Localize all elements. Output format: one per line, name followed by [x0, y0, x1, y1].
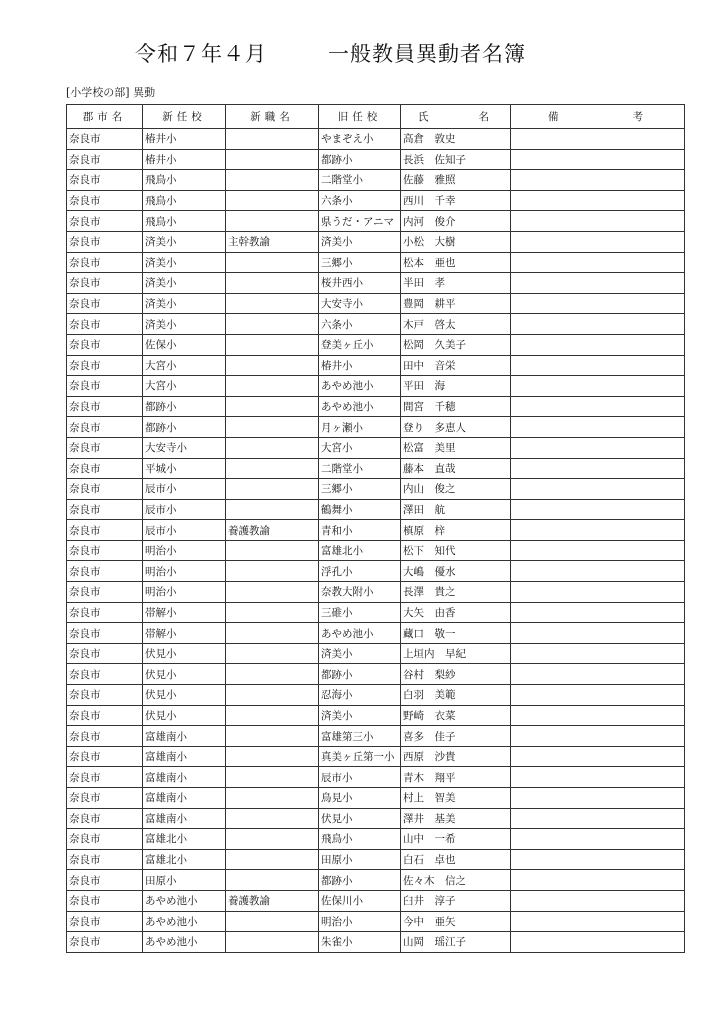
cell-name: 間宮 千穂 [401, 396, 511, 417]
cell-old-school: 富雄北小 [319, 540, 401, 561]
cell-remarks [511, 149, 685, 170]
cell-new-school: 都跡小 [143, 396, 226, 417]
cell-remarks [511, 767, 685, 788]
cell-old-school: 三郷小 [319, 252, 401, 273]
cell-gun: 奈良市 [67, 643, 143, 664]
table-row [67, 767, 685, 788]
cell-new-school: 富雄南小 [143, 767, 226, 788]
cell-name: 臼井 淳子 [401, 890, 511, 911]
cell-new-school: 富雄南小 [143, 746, 226, 767]
table-row [67, 643, 685, 664]
cell-gun: 奈良市 [67, 561, 143, 582]
cell-gun: 奈良市 [67, 170, 143, 191]
cell-new-school: 伏見小 [143, 705, 226, 726]
cell-new-school: 辰市小 [143, 499, 226, 520]
cell-new-school: 明治小 [143, 582, 226, 603]
table-row [67, 334, 685, 355]
table-row [67, 479, 685, 500]
cell-new-position [226, 808, 319, 829]
cell-old-school: 鳥見小 [319, 788, 401, 809]
cell-old-school: 済美小 [319, 705, 401, 726]
cell-new-position [226, 499, 319, 520]
cell-new-position [226, 540, 319, 561]
cell-name: 西原 沙貴 [401, 746, 511, 767]
cell-name: 松岡 久美子 [401, 334, 511, 355]
cell-old-school: 都跡小 [319, 149, 401, 170]
table-row [67, 273, 685, 294]
cell-new-position: 養護教諭 [226, 890, 319, 911]
cell-remarks [511, 726, 685, 747]
cell-new-school: 富雄北小 [143, 829, 226, 850]
cell-new-position [226, 190, 319, 211]
cell-new-school: 済美小 [143, 314, 226, 335]
cell-name: 澤井 基美 [401, 808, 511, 829]
table-row [67, 231, 685, 252]
cell-new-position [226, 376, 319, 397]
cell-gun: 奈良市 [67, 417, 143, 438]
cell-new-school: 富雄南小 [143, 808, 226, 829]
cell-old-school: 月ヶ瀬小 [319, 417, 401, 438]
header-name-b: 名 [478, 111, 493, 123]
cell-gun: 奈良市 [67, 190, 143, 211]
cell-new-school: 伏見小 [143, 643, 226, 664]
cell-name: 西川 千幸 [401, 190, 511, 211]
cell-name: 白石 卓也 [401, 849, 511, 870]
table-row [67, 520, 685, 541]
cell-new-school: 椿井小 [143, 129, 226, 150]
cell-old-school: 田原小 [319, 849, 401, 870]
cell-name: 白羽 美範 [401, 685, 511, 706]
cell-old-school: 青和小 [319, 520, 401, 541]
cell-name: 高倉 敦史 [401, 129, 511, 150]
section-label: [小学校の部] 異動 [66, 86, 156, 99]
cell-name: 槙原 梓 [401, 520, 511, 541]
cell-new-position [226, 273, 319, 294]
cell-new-school: 飛鳥小 [143, 170, 226, 191]
cell-new-school: 済美小 [143, 231, 226, 252]
table-row [67, 849, 685, 870]
cell-remarks [511, 211, 685, 232]
cell-new-position [226, 170, 319, 191]
cell-new-position [226, 355, 319, 376]
transfer-roster-table [66, 104, 685, 953]
cell-gun: 奈良市 [67, 726, 143, 747]
cell-remarks [511, 890, 685, 911]
table-row [67, 396, 685, 417]
cell-remarks [511, 355, 685, 376]
cell-remarks [511, 334, 685, 355]
cell-gun: 奈良市 [67, 334, 143, 355]
cell-old-school: 桜井西小 [319, 273, 401, 294]
cell-new-school: 富雄南小 [143, 788, 226, 809]
cell-name: 村上 智美 [401, 788, 511, 809]
cell-gun: 奈良市 [67, 314, 143, 335]
cell-gun: 奈良市 [67, 376, 143, 397]
cell-new-position [226, 437, 319, 458]
cell-old-school: 鶴舞小 [319, 499, 401, 520]
cell-new-position [226, 746, 319, 767]
cell-gun: 奈良市 [67, 355, 143, 376]
table-row [67, 211, 685, 232]
cell-old-school: 三郷小 [319, 479, 401, 500]
cell-gun: 奈良市 [67, 396, 143, 417]
table-row [67, 149, 685, 170]
cell-new-school: 辰市小 [143, 479, 226, 500]
cell-name: 藏口 敬一 [401, 623, 511, 644]
cell-name: 山岡 瑶江子 [401, 932, 511, 953]
header-old-school: 旧任校 [319, 105, 401, 129]
cell-old-school: 明治小 [319, 911, 401, 932]
table-row [67, 911, 685, 932]
cell-name: 野崎 衣菜 [401, 705, 511, 726]
cell-remarks [511, 705, 685, 726]
cell-new-position [226, 829, 319, 850]
table-row [67, 746, 685, 767]
cell-remarks [511, 314, 685, 335]
cell-gun: 奈良市 [67, 932, 143, 953]
table-row [67, 870, 685, 891]
cell-name: 松下 知代 [401, 540, 511, 561]
cell-old-school: 椿井小 [319, 355, 401, 376]
table-row [67, 685, 685, 706]
cell-new-school: 明治小 [143, 561, 226, 582]
cell-gun: 奈良市 [67, 911, 143, 932]
cell-old-school: 大宮小 [319, 437, 401, 458]
cell-old-school: 浮孔小 [319, 561, 401, 582]
cell-gun: 奈良市 [67, 870, 143, 891]
cell-gun: 奈良市 [67, 746, 143, 767]
cell-gun: 奈良市 [67, 293, 143, 314]
cell-name: 登り 多恵人 [401, 417, 511, 438]
cell-new-school: 富雄北小 [143, 849, 226, 870]
cell-new-position [226, 211, 319, 232]
cell-name: 木戸 啓太 [401, 314, 511, 335]
cell-remarks [511, 273, 685, 294]
cell-new-school: あやめ池小 [143, 932, 226, 953]
cell-name: 佐々木 信之 [401, 870, 511, 891]
cell-remarks [511, 520, 685, 541]
cell-old-school: 富雄第三小 [319, 726, 401, 747]
cell-new-school: 大宮小 [143, 376, 226, 397]
table-header-row [67, 105, 685, 129]
cell-gun: 奈良市 [67, 829, 143, 850]
cell-new-position [226, 314, 319, 335]
table-row [67, 355, 685, 376]
header-new-position: 新職名 [226, 105, 319, 129]
table-row [67, 623, 685, 644]
table-row [67, 170, 685, 191]
cell-gun: 奈良市 [67, 705, 143, 726]
cell-gun: 奈良市 [67, 273, 143, 294]
header-remarks-a: 備 [548, 111, 563, 123]
cell-new-position [226, 726, 319, 747]
cell-new-position: 養護教諭 [226, 520, 319, 541]
cell-new-position: 主幹教諭 [226, 231, 319, 252]
cell-old-school: 佐保川小 [319, 890, 401, 911]
cell-remarks [511, 849, 685, 870]
cell-remarks [511, 499, 685, 520]
table-row [67, 788, 685, 809]
cell-new-school: 済美小 [143, 252, 226, 273]
cell-old-school: 忍海小 [319, 685, 401, 706]
header-name-a: 氏 [418, 111, 433, 123]
cell-gun: 奈良市 [67, 437, 143, 458]
cell-gun: 奈良市 [67, 149, 143, 170]
cell-new-school: 富雄南小 [143, 726, 226, 747]
cell-gun: 奈良市 [67, 252, 143, 273]
cell-new-position [226, 252, 319, 273]
cell-new-position [226, 602, 319, 623]
cell-gun: 奈良市 [67, 520, 143, 541]
cell-gun: 奈良市 [67, 479, 143, 500]
cell-remarks [511, 458, 685, 479]
cell-remarks [511, 417, 685, 438]
table-row [67, 129, 685, 150]
cell-name: 半田 孝 [401, 273, 511, 294]
cell-new-position [226, 623, 319, 644]
cell-remarks [511, 582, 685, 603]
cell-remarks [511, 623, 685, 644]
cell-name: 平田 海 [401, 376, 511, 397]
cell-gun: 奈良市 [67, 211, 143, 232]
cell-old-school: 朱雀小 [319, 932, 401, 953]
cell-new-school: 佐保小 [143, 334, 226, 355]
cell-name: 長澤 貴之 [401, 582, 511, 603]
cell-old-school: あやめ池小 [319, 623, 401, 644]
table-row [67, 602, 685, 623]
cell-gun: 奈良市 [67, 767, 143, 788]
table-row [67, 726, 685, 747]
cell-new-position [226, 685, 319, 706]
cell-remarks [511, 376, 685, 397]
cell-gun: 奈良市 [67, 540, 143, 561]
cell-remarks [511, 170, 685, 191]
cell-old-school: あやめ池小 [319, 396, 401, 417]
cell-new-school: 明治小 [143, 540, 226, 561]
table-row [67, 458, 685, 479]
cell-new-school: 済美小 [143, 293, 226, 314]
cell-name: 松富 美里 [401, 437, 511, 458]
cell-new-school: 椿井小 [143, 149, 226, 170]
cell-new-school: 伏見小 [143, 664, 226, 685]
cell-remarks [511, 808, 685, 829]
cell-remarks [511, 664, 685, 685]
cell-new-position [226, 705, 319, 726]
cell-old-school: やまぞえ小 [319, 129, 401, 150]
cell-new-position [226, 664, 319, 685]
cell-new-school: 飛鳥小 [143, 190, 226, 211]
cell-old-school: 都跡小 [319, 664, 401, 685]
cell-remarks [511, 293, 685, 314]
table-row [67, 314, 685, 335]
cell-new-position [226, 870, 319, 891]
title-roster-name: 一般教員異動者名簿 [328, 42, 526, 66]
cell-name: 松本 亜也 [401, 252, 511, 273]
table-row [67, 932, 685, 953]
cell-name: 藤本 直哉 [401, 458, 511, 479]
cell-gun: 奈良市 [67, 129, 143, 150]
cell-old-school: 二階堂小 [319, 170, 401, 191]
cell-new-position [226, 293, 319, 314]
table-row [67, 561, 685, 582]
cell-remarks [511, 829, 685, 850]
document-title [0, 38, 724, 72]
cell-new-school: 帯解小 [143, 602, 226, 623]
cell-old-school: 六条小 [319, 314, 401, 335]
cell-old-school: 辰市小 [319, 767, 401, 788]
cell-name: 上垣内 早紀 [401, 643, 511, 664]
cell-name: 長浜 佐知子 [401, 149, 511, 170]
cell-gun: 奈良市 [67, 788, 143, 809]
cell-new-position [226, 396, 319, 417]
cell-gun: 奈良市 [67, 849, 143, 870]
cell-old-school: 済美小 [319, 643, 401, 664]
cell-new-position [226, 561, 319, 582]
header-name [401, 105, 511, 129]
cell-new-position [226, 643, 319, 664]
cell-name: 田中 音栄 [401, 355, 511, 376]
table-row [67, 437, 685, 458]
table-row [67, 190, 685, 211]
table-row [67, 417, 685, 438]
cell-name: 喜多 佳子 [401, 726, 511, 747]
cell-gun: 奈良市 [67, 664, 143, 685]
cell-name: 内山 俊之 [401, 479, 511, 500]
cell-remarks [511, 540, 685, 561]
header-new-school: 新任校 [143, 105, 226, 129]
cell-new-position [226, 334, 319, 355]
table-row [67, 664, 685, 685]
cell-gun: 奈良市 [67, 602, 143, 623]
cell-new-school: 帯解小 [143, 623, 226, 644]
cell-gun: 奈良市 [67, 231, 143, 252]
table-row [67, 376, 685, 397]
cell-remarks [511, 788, 685, 809]
cell-gun: 奈良市 [67, 623, 143, 644]
cell-old-school: 登美ヶ丘小 [319, 334, 401, 355]
table-row [67, 808, 685, 829]
cell-new-school: 田原小 [143, 870, 226, 891]
cell-remarks [511, 231, 685, 252]
cell-new-position [226, 479, 319, 500]
cell-gun: 奈良市 [67, 808, 143, 829]
cell-new-school: あやめ池小 [143, 911, 226, 932]
cell-new-school: 辰市小 [143, 520, 226, 541]
header-remarks-b: 考 [632, 111, 647, 123]
cell-old-school: 奈教大附小 [319, 582, 401, 603]
cell-remarks [511, 643, 685, 664]
cell-name: 佐藤 雅照 [401, 170, 511, 191]
cell-old-school: 二階堂小 [319, 458, 401, 479]
header-gun: 郡市名 [67, 105, 143, 129]
cell-name: 澤田 航 [401, 499, 511, 520]
cell-name: 今中 亜矢 [401, 911, 511, 932]
table-row [67, 829, 685, 850]
cell-gun: 奈良市 [67, 582, 143, 603]
cell-name: 谷村 梨紗 [401, 664, 511, 685]
cell-remarks [511, 602, 685, 623]
cell-remarks [511, 190, 685, 211]
cell-name: 小松 大樹 [401, 231, 511, 252]
table-row [67, 582, 685, 603]
cell-remarks [511, 561, 685, 582]
title-date: 令和７年４月 [135, 42, 267, 66]
cell-new-position [226, 788, 319, 809]
cell-new-school: あやめ池小 [143, 890, 226, 911]
cell-new-school: 都跡小 [143, 417, 226, 438]
cell-old-school: 伏見小 [319, 808, 401, 829]
cell-new-position [226, 849, 319, 870]
cell-name: 山中 一希 [401, 829, 511, 850]
cell-name: 内河 俊介 [401, 211, 511, 232]
cell-remarks [511, 746, 685, 767]
cell-new-school: 大宮小 [143, 355, 226, 376]
cell-remarks [511, 870, 685, 891]
cell-new-position [226, 911, 319, 932]
cell-gun: 奈良市 [67, 499, 143, 520]
table-row [67, 890, 685, 911]
cell-gun: 奈良市 [67, 458, 143, 479]
cell-remarks [511, 911, 685, 932]
cell-old-school: 都跡小 [319, 870, 401, 891]
cell-new-position [226, 149, 319, 170]
cell-remarks [511, 685, 685, 706]
cell-remarks [511, 129, 685, 150]
cell-old-school: 真美ヶ丘第一小 [319, 746, 401, 767]
cell-new-position [226, 458, 319, 479]
cell-new-school: 済美小 [143, 273, 226, 294]
cell-old-school: 六条小 [319, 190, 401, 211]
cell-new-school: 平城小 [143, 458, 226, 479]
cell-remarks [511, 437, 685, 458]
cell-gun: 奈良市 [67, 685, 143, 706]
cell-remarks [511, 479, 685, 500]
cell-old-school: 済美小 [319, 231, 401, 252]
header-remarks [511, 105, 685, 129]
cell-old-school: 大安寺小 [319, 293, 401, 314]
table-row [67, 705, 685, 726]
cell-gun: 奈良市 [67, 890, 143, 911]
cell-new-school: 伏見小 [143, 685, 226, 706]
table-row [67, 540, 685, 561]
cell-remarks [511, 396, 685, 417]
cell-remarks [511, 932, 685, 953]
cell-name: 青木 翔平 [401, 767, 511, 788]
cell-new-position [226, 932, 319, 953]
cell-new-position [226, 417, 319, 438]
cell-old-school: 飛鳥小 [319, 829, 401, 850]
cell-new-position [226, 129, 319, 150]
table-row [67, 293, 685, 314]
cell-new-school: 飛鳥小 [143, 211, 226, 232]
cell-old-school: あやめ池小 [319, 376, 401, 397]
cell-name: 大嶋 優水 [401, 561, 511, 582]
cell-name: 豊岡 耕平 [401, 293, 511, 314]
cell-name: 大矢 由香 [401, 602, 511, 623]
table-row [67, 252, 685, 273]
table-body [67, 129, 685, 953]
cell-new-school: 大安寺小 [143, 437, 226, 458]
table-row [67, 499, 685, 520]
cell-old-school: 県うだ・アニマ [319, 211, 401, 232]
cell-remarks [511, 252, 685, 273]
cell-new-position [226, 582, 319, 603]
cell-old-school: 三碓小 [319, 602, 401, 623]
cell-new-position [226, 767, 319, 788]
